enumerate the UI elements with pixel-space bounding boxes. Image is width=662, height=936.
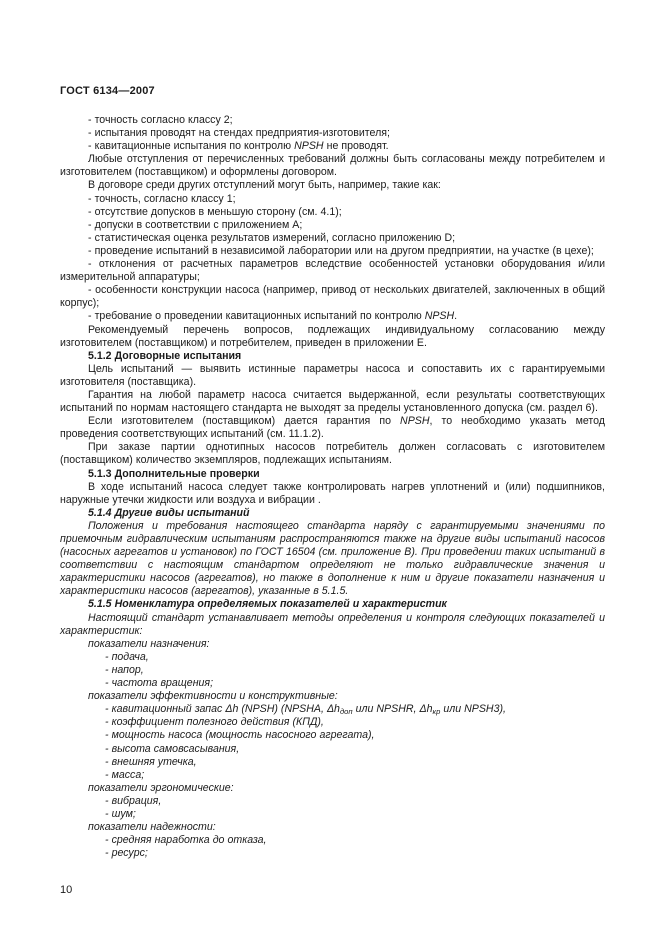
- paragraph: [60, 651, 605, 664]
- text-run: - вибрация,: [105, 794, 162, 807]
- text-run: не проводят.: [323, 140, 389, 153]
- text-run: - проведение испытаний в независимой лаборатории или на другом предприятии, на участке (в цехе);: [88, 244, 594, 257]
- paragraph: [60, 507, 605, 520]
- text-run: - внешняя утечка,: [105, 755, 197, 768]
- paragraph: [60, 127, 605, 140]
- text-run: - кавитационные испытания по контролю: [88, 140, 295, 153]
- text-run: В договоре среди других отступлений могут быть, например, такие как:: [88, 179, 441, 192]
- paragraph: [60, 258, 605, 284]
- paragraph: [60, 520, 605, 599]
- text-run: - средняя наработка до отказа,: [105, 834, 267, 847]
- document-header: ГОСТ 6134—2007: [60, 85, 155, 97]
- paragraph: [60, 795, 605, 808]
- text-run: - требование о проведении кавитационных испытаний по контролю: [88, 310, 425, 323]
- text-run: - коэффициент полезного действия (КПД),: [105, 716, 324, 729]
- paragraph: [60, 743, 605, 756]
- text-run: В ходе испытаний насоса следует также контролировать нагрев уплотнений и (или) подшипников, наружные утечки жидкости или воздуха и вибрации .: [60, 480, 605, 506]
- paragraph: [60, 389, 605, 415]
- text-run: Положения и требования настоящего стандарта наряду с гарантируемыми значениями по приемочным гидравлическим испытаниям распространяются также на другие виды испытаний насосов (насосных агрегатов и установок) по ГОСТ 16504 (см. приложение В). При проведении таких испытаний в соответствии с настоящим стандартом определяют не только гидравлические значения и характеристики насосов (агрегатов), но также в дополнение к ним и другие показатели назначения и характеристики насосов (агрегатов), указанные в 5.1.5.: [60, 519, 605, 598]
- document-body: [60, 114, 605, 860]
- text-run: 5.1.5 Номенклатура определяемых показателей и характеристик: [88, 598, 447, 611]
- paragraph: [60, 481, 605, 507]
- text-run: NPSH: [400, 415, 430, 428]
- paragraph: [60, 219, 605, 232]
- text-run: показатели эффективности и конструктивные:: [88, 690, 338, 703]
- paragraph: [60, 716, 605, 729]
- paragraph: [60, 415, 605, 441]
- text-run: - допуски в соответствии с приложением А;: [88, 218, 303, 231]
- paragraph: [60, 664, 605, 677]
- text-run: - статистическая оценка результатов измерений, согласно приложению D;: [88, 231, 456, 244]
- page-number: 10: [60, 884, 73, 896]
- text-run: - напор,: [105, 663, 144, 676]
- text-run: Цель испытаний — выявить истинные параметры насоса и сопоставить их с гарантируемыми изготовителя (поставщика).: [60, 362, 605, 388]
- paragraph: [60, 179, 605, 192]
- text-run: - масса;: [105, 768, 145, 781]
- paragraph: [60, 310, 605, 323]
- text-run: - испытания проводят на стендах предприятия-изготовителя;: [88, 127, 390, 140]
- paragraph: [60, 468, 605, 481]
- text-run: , то необходимо указать метод проведения соответствующих испытаний (см. 11.1.2).: [60, 415, 605, 441]
- paragraph: [60, 756, 605, 769]
- text-run: кр: [432, 707, 441, 717]
- paragraph: [60, 232, 605, 245]
- paragraph: [60, 677, 605, 690]
- text-run: 5.1.4 Другие виды испытаний: [88, 506, 250, 519]
- text-run: Если изготовителем (поставщиком) дается гарантия по: [88, 415, 401, 428]
- text-run: - отсутствие допусков в меньшую сторону (см. 4.1);: [88, 205, 342, 218]
- text-run: 5.1.2 Договорные испытания: [88, 349, 242, 362]
- paragraph: [60, 206, 605, 219]
- paragraph: [60, 441, 605, 467]
- paragraph: [60, 140, 605, 153]
- text-run: показатели эргономические:: [88, 781, 234, 794]
- text-run: - частота вращения;: [105, 677, 214, 690]
- text-run: или NPSHR, Δh: [352, 703, 433, 716]
- paragraph: [60, 808, 605, 821]
- paragraph: [60, 638, 605, 651]
- paragraph: [60, 729, 605, 742]
- text-run: - отклонения от расчетных параметров вследствие особенностей установки оборудования и/или измерительной аппаратуры;: [60, 258, 605, 284]
- paragraph: [60, 821, 605, 834]
- paragraph: [60, 363, 605, 389]
- text-run: - особенности конструкции насоса (например, привод от нескольких двигателей, заключенных в общий корпус);: [60, 284, 605, 310]
- text-run: - кавитационный запас Δh (NPSH) (NPSHA, Δh: [105, 703, 340, 716]
- text-run: Любые отступления от перечисленных требований должны быть согласованы между потребителем и изготовителем (поставщиком) и оформлены договором.: [60, 153, 605, 179]
- paragraph: [60, 114, 605, 127]
- text-run: Настоящий стандарт устанавливает методы определения и контроля следующих показателей и характеристик:: [60, 611, 605, 637]
- paragraph: [60, 324, 605, 350]
- text-run: Рекомендуемый перечень вопросов, подлежащих индивидуальному согласованию между изготовителем (поставщиком) и потребителем, приведен в приложении Е.: [60, 323, 605, 349]
- text-run: - высота самовсасывания,: [105, 742, 240, 755]
- text-run: показатели назначения:: [88, 637, 210, 650]
- text-run: или NPSH3),: [440, 703, 506, 716]
- paragraph: [60, 847, 605, 860]
- paragraph: [60, 284, 605, 310]
- text-run: NPSH: [294, 140, 324, 153]
- paragraph: [60, 782, 605, 795]
- text-run: Гарантия на любой параметр насоса считается выдержанной, если результаты соответствующих испытаний по нормам настоящего стандарта не выходят за пределы установленного допуска (см. раздел 6).: [60, 388, 605, 415]
- text-run: При заказе партии однотипных насосов потребитель должен согласовать с изготовителем (поставщиком) количество экземпляров, подлежащих испытаниям.: [60, 441, 605, 467]
- paragraph: [60, 598, 605, 611]
- text-run: - подача,: [105, 650, 149, 663]
- text-run: - мощность насоса (мощность насосного агрегата),: [105, 729, 375, 742]
- paragraph: [60, 612, 605, 638]
- text-run: - точность, согласно классу 1;: [88, 192, 236, 205]
- text-run: 5.1.3 Дополнительные проверки: [88, 467, 260, 480]
- text-run: - шум;: [105, 807, 136, 820]
- paragraph: [60, 703, 605, 716]
- paragraph: [60, 350, 605, 363]
- text-run: NPSH: [424, 310, 455, 323]
- paragraph: [60, 690, 605, 703]
- paragraph: [60, 245, 605, 258]
- paragraph: [60, 834, 605, 847]
- text-run: - ресурс;: [105, 847, 148, 860]
- text-run: показатели надежности:: [88, 821, 216, 834]
- text-run: доп: [339, 707, 353, 717]
- paragraph: [60, 193, 605, 206]
- paragraph: [60, 153, 605, 179]
- text-run: - точность согласно классу 2;: [88, 114, 233, 126]
- paragraph: [60, 769, 605, 782]
- text-run: .: [454, 310, 458, 323]
